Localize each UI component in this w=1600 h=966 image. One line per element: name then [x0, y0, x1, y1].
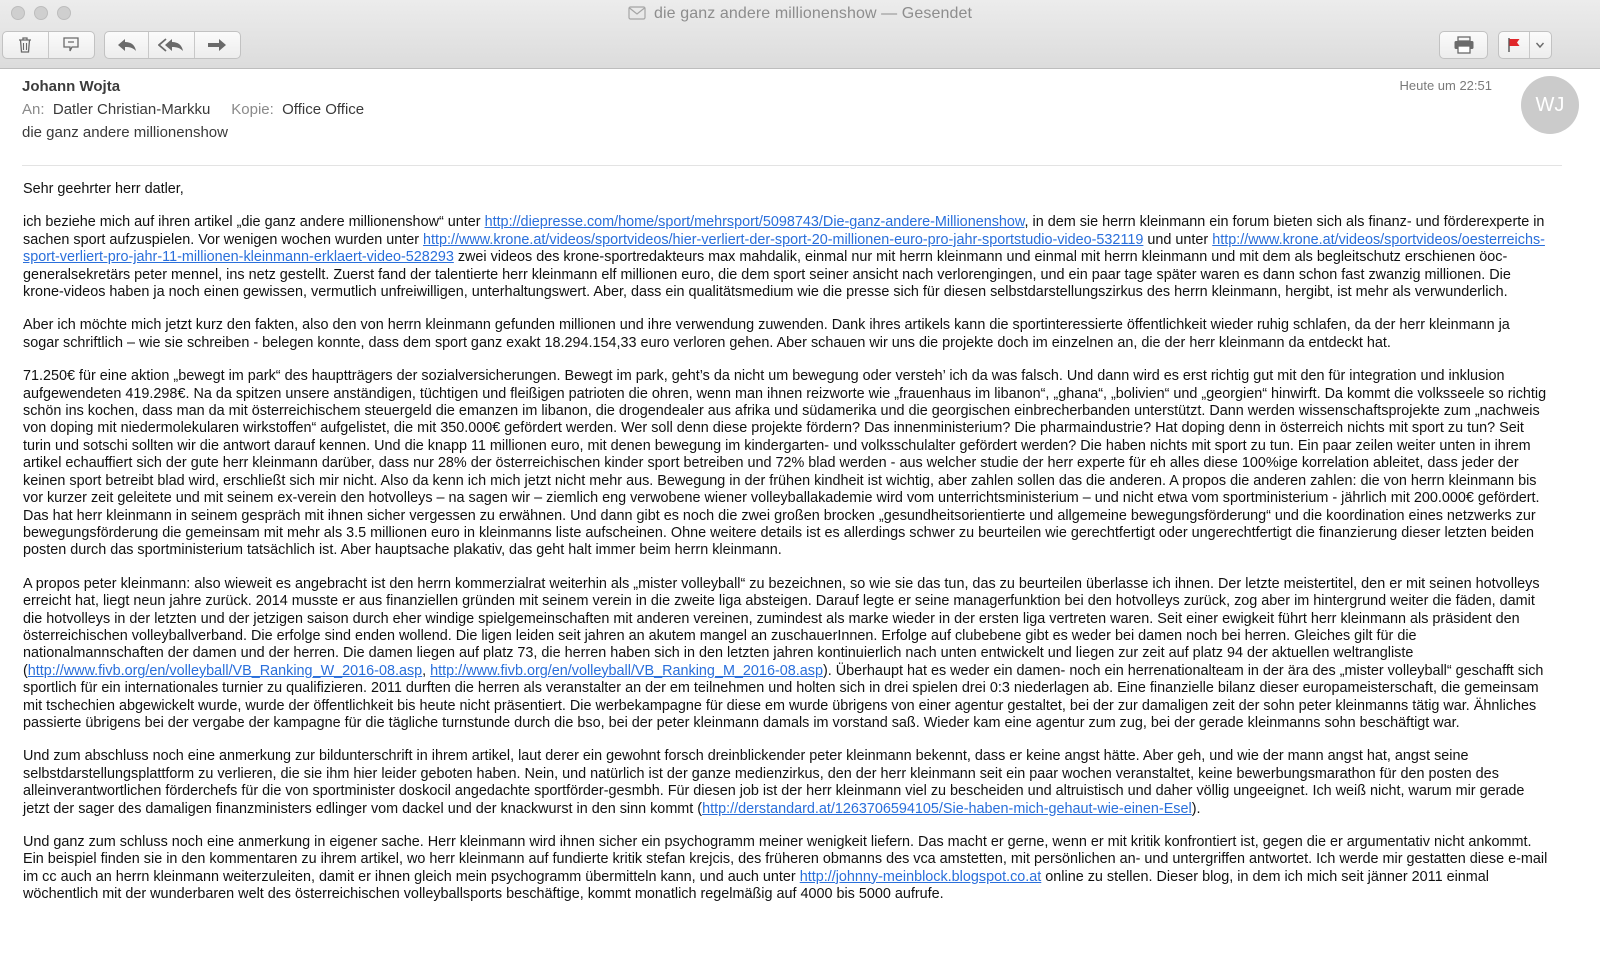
p6-text-2: online zu stellen. Dieser blog, in dem ich mich seit jänner 2011 einmal wöchentlich mit der wunderbaren welt des österreichischen volleyballsports beschäftige, kommt monatlich regelmäßig auf 4000 bis 5000 aufrufe.: [23, 868, 1489, 903]
flag-button[interactable]: [1499, 32, 1530, 58]
reply-group: [104, 31, 241, 59]
flag-icon: [1507, 37, 1521, 53]
paragraph-5: [23, 748, 1548, 818]
paragraph-1: [23, 214, 1548, 301]
message-header: [22, 76, 1565, 166]
print-button[interactable]: [1440, 32, 1487, 58]
trash-icon: [17, 36, 33, 54]
sender-avatar: WJ: [1521, 76, 1579, 134]
window-titlebar: [0, 0, 1600, 69]
diepresse-link[interactable]: http://diepresse.com/home/sport/mehrsport/5098743/Die-ganz-andere-Millionenshow: [484, 214, 1025, 231]
blog-link[interactable]: http://johnny-meinblock.blogspot.co.at: [799, 868, 1042, 885]
p6-text-1: Und ganz zum schluss noch eine anmerkung in eigener sache. Herr kleinmann wird ihnen sicher ein psychogramm meiner wenigkeit liefern. Das macht er gerne, wenn er mit kritik konfrontiert ist, gegen die er argumentativ nicht ankommt. Ein beispiel finden sie in den kommentaren zu ihrem artikel, wo herr kleinmann auf fundierte kritik stefan krejcis, des früheren obmanns des vca amstetten, mit persönlichen an- und untergriffen antwortet. Ich werde mir gestatten diese e-mail im cc auch an herrn kleinmann weiterzuleiten, damit er ihnen gleich mein psychogramm übermitteln kann, und auch unter: [23, 834, 1548, 885]
print-group: [1439, 31, 1488, 59]
fivb-ranking-m-link[interactable]: http://www.fivb.org/en/volleyball/VB_Ranking_M_2016-08.asp: [430, 662, 823, 679]
krone-link-1[interactable]: http://www.krone.at/videos/sportvideos/hier-verliert-der-sport-20-millionen-euro-pro-jahr-sportstudio-video-532119: [423, 231, 1144, 248]
reply-all-icon: [158, 37, 186, 53]
p4-text-2: ,: [422, 662, 431, 679]
envelope-icon: [628, 6, 646, 20]
delete-button[interactable]: [3, 32, 49, 58]
junk-button[interactable]: [49, 32, 95, 58]
flag-group: [1498, 31, 1552, 59]
paragraph-2: Aber ich möchte mich jetzt kurz den fakten, also den von herrn kleinmann gefunden millionen und ihre verwendung zuwenden. Dank ihres artikels kann die sportinteressierte öffentlichkeit wieder ruhig schlafen, da der herr kleinmann ja sogar schriftlich – wie sie schreiben - belegen konnte, dass dem sport ganz exakt 18.294.154,33 euro verloren gehen. Aber schauen wir uns die projekte doch im einzelnen an, die der herr kleinmann da entdeckt hat.: [23, 317, 1510, 351]
recipients-line: [22, 101, 364, 118]
greeting: Sehr geehrter herr datler,: [23, 181, 184, 197]
paragraph-4: [23, 576, 1548, 733]
junk-icon: [61, 36, 81, 54]
reply-button[interactable]: [105, 32, 149, 58]
to-label: An:: [22, 101, 45, 118]
reply-all-button[interactable]: [149, 32, 194, 58]
window-title: [0, 5, 1600, 23]
p4-text-3: ). Überhaupt hat es weder ein damen- noch ein herrenationalteam in der ära des „mister volleyball“ geschafft sich sportlich für ein internationales turnier zu qualifizieren. 2011 durften die herren als veranstalter an der em teilnehmen und holten sich in drei spielen drei 0:3 niederlagen ab. Eine finanzielle bilanz dieser europameisterschaft, die gemeinsam mit tschechien abgewickelt wurde, wurde der öffentlichkeit bis heute nicht präsentiert. Die werbekampagne für diese em wurde übrigens von einer agentur gestaltet, bei der zur damaligen zeit der sohn peter kleinmanns tätig war. Ähnliches passierte übrigens bei der vergabe der kampagne für die tägliche turnstunde durch die bso, bei der peter kleinmann damals im vorstand saß. Wieder kam eine agentur zum zug, bei der gerade kleinmanns sohn beschäftigt war.: [23, 662, 1544, 731]
krone-link-2[interactable]: http://www.krone.at/videos/sportvideos/oesterreichs-sport-verliert-pro-jahr-11-millionen-kleinmann-erklaert-video-528293: [23, 231, 1545, 266]
derstandard-link[interactable]: http://derstandard.at/1263706594105/Sie-haben-mich-gehaut-wie-einen-Esel: [702, 800, 1192, 817]
p1-text-2: , in dem sie herrn kleinmann ein forum bieten sich als finanz- und förderexperte in sachen sport aufzuspielen. Vor wenigen wochen wurden unter: [23, 214, 1545, 248]
sender-name: Johann Wojta: [22, 78, 121, 95]
forward-button[interactable]: [195, 32, 240, 58]
message-date: Heute um 22:51: [1399, 78, 1492, 93]
p1-text-4: zwei videos des krone-sportredakteurs max mahdalik, einmal nur mit herrn kleinmann und einmal mit herrn kleinmann und mit dem als begleitschutz erschienen öoc-generalsekretärs peter mennel, ins netz gestellt. Zuerst fand der talentierte herr kleinmann elf millionen euro, die dem sport seiner ansicht nach verlorengingen, und ein paar tage später waren es dann schon fast zwanzig millionen. Die krone-videos haben ja noch einen gewissen, vermutlich unfreiwilligen, unterhaltungswert. Aber, dass ein qualitätsmedium wie die presse sich für diesen selbstdarstellungszirkus des herrn kleinmann, hergibt, ist mehr als verwunderlich.: [23, 249, 1511, 301]
print-icon: [1453, 36, 1475, 54]
p5-text-2: ).: [1191, 800, 1201, 817]
window-title-text: die ganz andere millionenshow — Gesendet: [654, 5, 972, 22]
forward-icon: [206, 37, 228, 53]
message-body: [23, 181, 1548, 920]
message-subject: die ganz andere millionenshow: [22, 124, 228, 141]
paragraph-6: [23, 834, 1548, 904]
fivb-ranking-w-link[interactable]: http://www.fivb.org/en/volleyball/VB_Ranking_W_2016-08.asp: [27, 662, 423, 679]
flag-menu-button[interactable]: [1530, 32, 1551, 58]
p5-text-1: Und zum abschluss noch eine anmerkung zur bildunterschrift in ihrem artikel, laut derer ein gewohnt forsch dreinblickender peter kleinmann bekennt, dass er keine angst hätte. Aber geh, und wie der mann angst hat, angst seine selbstdarstellungsplattform zu verlieren, die sie ihm hier leider geboten haben. Nein, und natürlich ist der ganze medienzirkus, den der herr kleinmann seit ein paar wochen veranstaltet, keine bewerbungsmarathon für den posten des alleinverantwortlichen förderchefs für die von sportminister doskocil angedachte sportförder-gesmbh. Für diesen job ist der herr kleinmann viel zu bescheiden und altruistisch und daher völlig ungeeignet. Ich weiß nicht, warum mir gerade jetzt der sager des damaligen finanzministers edlinger vom dackel und der knackwurst in den sinn kommt (: [23, 748, 1525, 817]
cc-label: Kopie:: [231, 101, 274, 118]
cc-recipient[interactable]: Office Office: [282, 101, 365, 118]
reply-icon: [116, 37, 138, 53]
chevron-down-icon: [1535, 41, 1545, 49]
paragraph-3: 71.250€ für eine aktion „bewegt im park“ des hauptträgers der sozialversicherungen. Bewegt im park, geht’s da nicht um bewegung oder versteh’ ich da was falsch. Und dann wird es erst richtig gut mit den für integration und inklusion aufgewendeten 419.298€. Na da spitzen unsere anständigen, tüchtigen und fleißigen patrioten die ohren, wenn man ihnen reizworte wie „frauenhaus im libanon“, „ghana“, „bolivien“ und „georgien“ hinwirft. Da kommt die volksseele so richtig schön ins kochen, dass man da mit österreichischem steuergeld die emanzen im libanon, die drogendealer aus afrika und südamerika und die georgischen einbrecherbanden unterstützt. Dann werden wissenschaftsprojekte zum „nachweis von doping mit niedermolekularen wirkstoffen“ aufgelistet, die mit 350.000€ gefördert werden. Wer soll denn diese projekte fördern? Das innenministerium? Die pharmaindustrie? Hat doping denn in österreich nichts mit sport zu tun? Seit turin und sotschi sollten wir die antwort darauf kennen. Und die knapp 11 millionen euro, mit denen bewegung im kindergarten- und volksschulalter gefördert werden? Die haben nichts mit sport zu tun. Ein paar zeilen weiter unten in ihrem artikel echauffiert sich der gute herr kleinmann darüber, dass nur 28% der österreichischen kinder sport betreiben und 72% blad werden - aus welcher studie der herr experte für eh alles diese 100%ige korrelation ableitet, dass jeder der keinen sport betreibt blad wird, erschließt sich mir nicht. Also da kenn ich mich jetzt nicht mehr aus. Bewegung in der frühen kindheit ist wichtig, aber zahlen sollen das die anderen. A propos die anderen zahlen: die von herrn kleinmann bis vor kurzer zeit geleitete und mit seinem ex-verein den hotvolleys – na sagen wir – ziemlich eng verwobene wiener volleyballakademie wird vom unterrichtsministerium – und nicht etwa vom sportministerium - jährlich mit 200.000€ gefördert. Das hat herr kleinmann in seinem gespräch mit ihnen sicher vergessen zu erwähnen. Und dann gibt es noch die zwei großen brocken „gesundheitsorientierte und allgemeine bewegungsförderung“ und die koordination eines netzwerks zur bewegungsförderung die gemeinsam mit mehr als 3.5 millionen euro in kleinmanns liste aufscheinen. Ohne weitere details ist es allerdings schwer zu beurteilen wie gerechtfertigt oder ungerechtfertigt die finanzierung dieser letzten beiden posten durch das sportministerium tatsächlich ist. Aber hauptsache plakativ, das geht halt immer beim herrn kleinmann.: [23, 368, 1547, 559]
p4-text-1: A propos peter kleinmann: also wieweit es angebracht ist den herrn kommerzialrat weiterhin als „mister volleyball“ zu bezeichnen, so wie sie das tun, das zu beurteilen überlasse ich ihnen. Der letzte meistertitel, den er mit seinen hotvolleys erreicht hat, liegt neun jahre zurück. 2014 musste er aus finanziellen gründen mit seinem verein in die zweite liga absteigen. Darauf legte er seine managerfunktion bei den hotvolleys zurück, zog aber im hintergrund weiter die fäden, damit die hotvolleys in der letzten und der jetzigen saison durch eher windige spielgemeinschaften mit anderen vereinen, zumindest als marke wieder in der ersten liga vertreten waren. Seit einer ewigkeit führt herr kleinmann als präsident den österreichischen volleyballverband. Die erfolge sind enden wollend. Die ligen leiden seit jahren an akutem mangel an zuschauerInnen. Erfolge auf clubebene gibt es weder bei damen noch bei herren. Gleiches gilt für die nationalmannschaften der damen und der herren. Die damen liegen auf platz 73, die herren haben sich in den letzten jahren kontinuierlich nach unten entwickelt und liegen zur zeit auf platz 94 der aktuellen weltrangliste (: [23, 575, 1540, 679]
to-recipient[interactable]: Datler Christian-Markku: [52, 101, 211, 118]
p1-text-1: ich beziehe mich auf ihren artikel „die ganz andere millionenshow“ unter: [23, 214, 485, 231]
delete-junk-group: [2, 31, 95, 59]
p1-text-3: und unter: [1143, 231, 1213, 248]
